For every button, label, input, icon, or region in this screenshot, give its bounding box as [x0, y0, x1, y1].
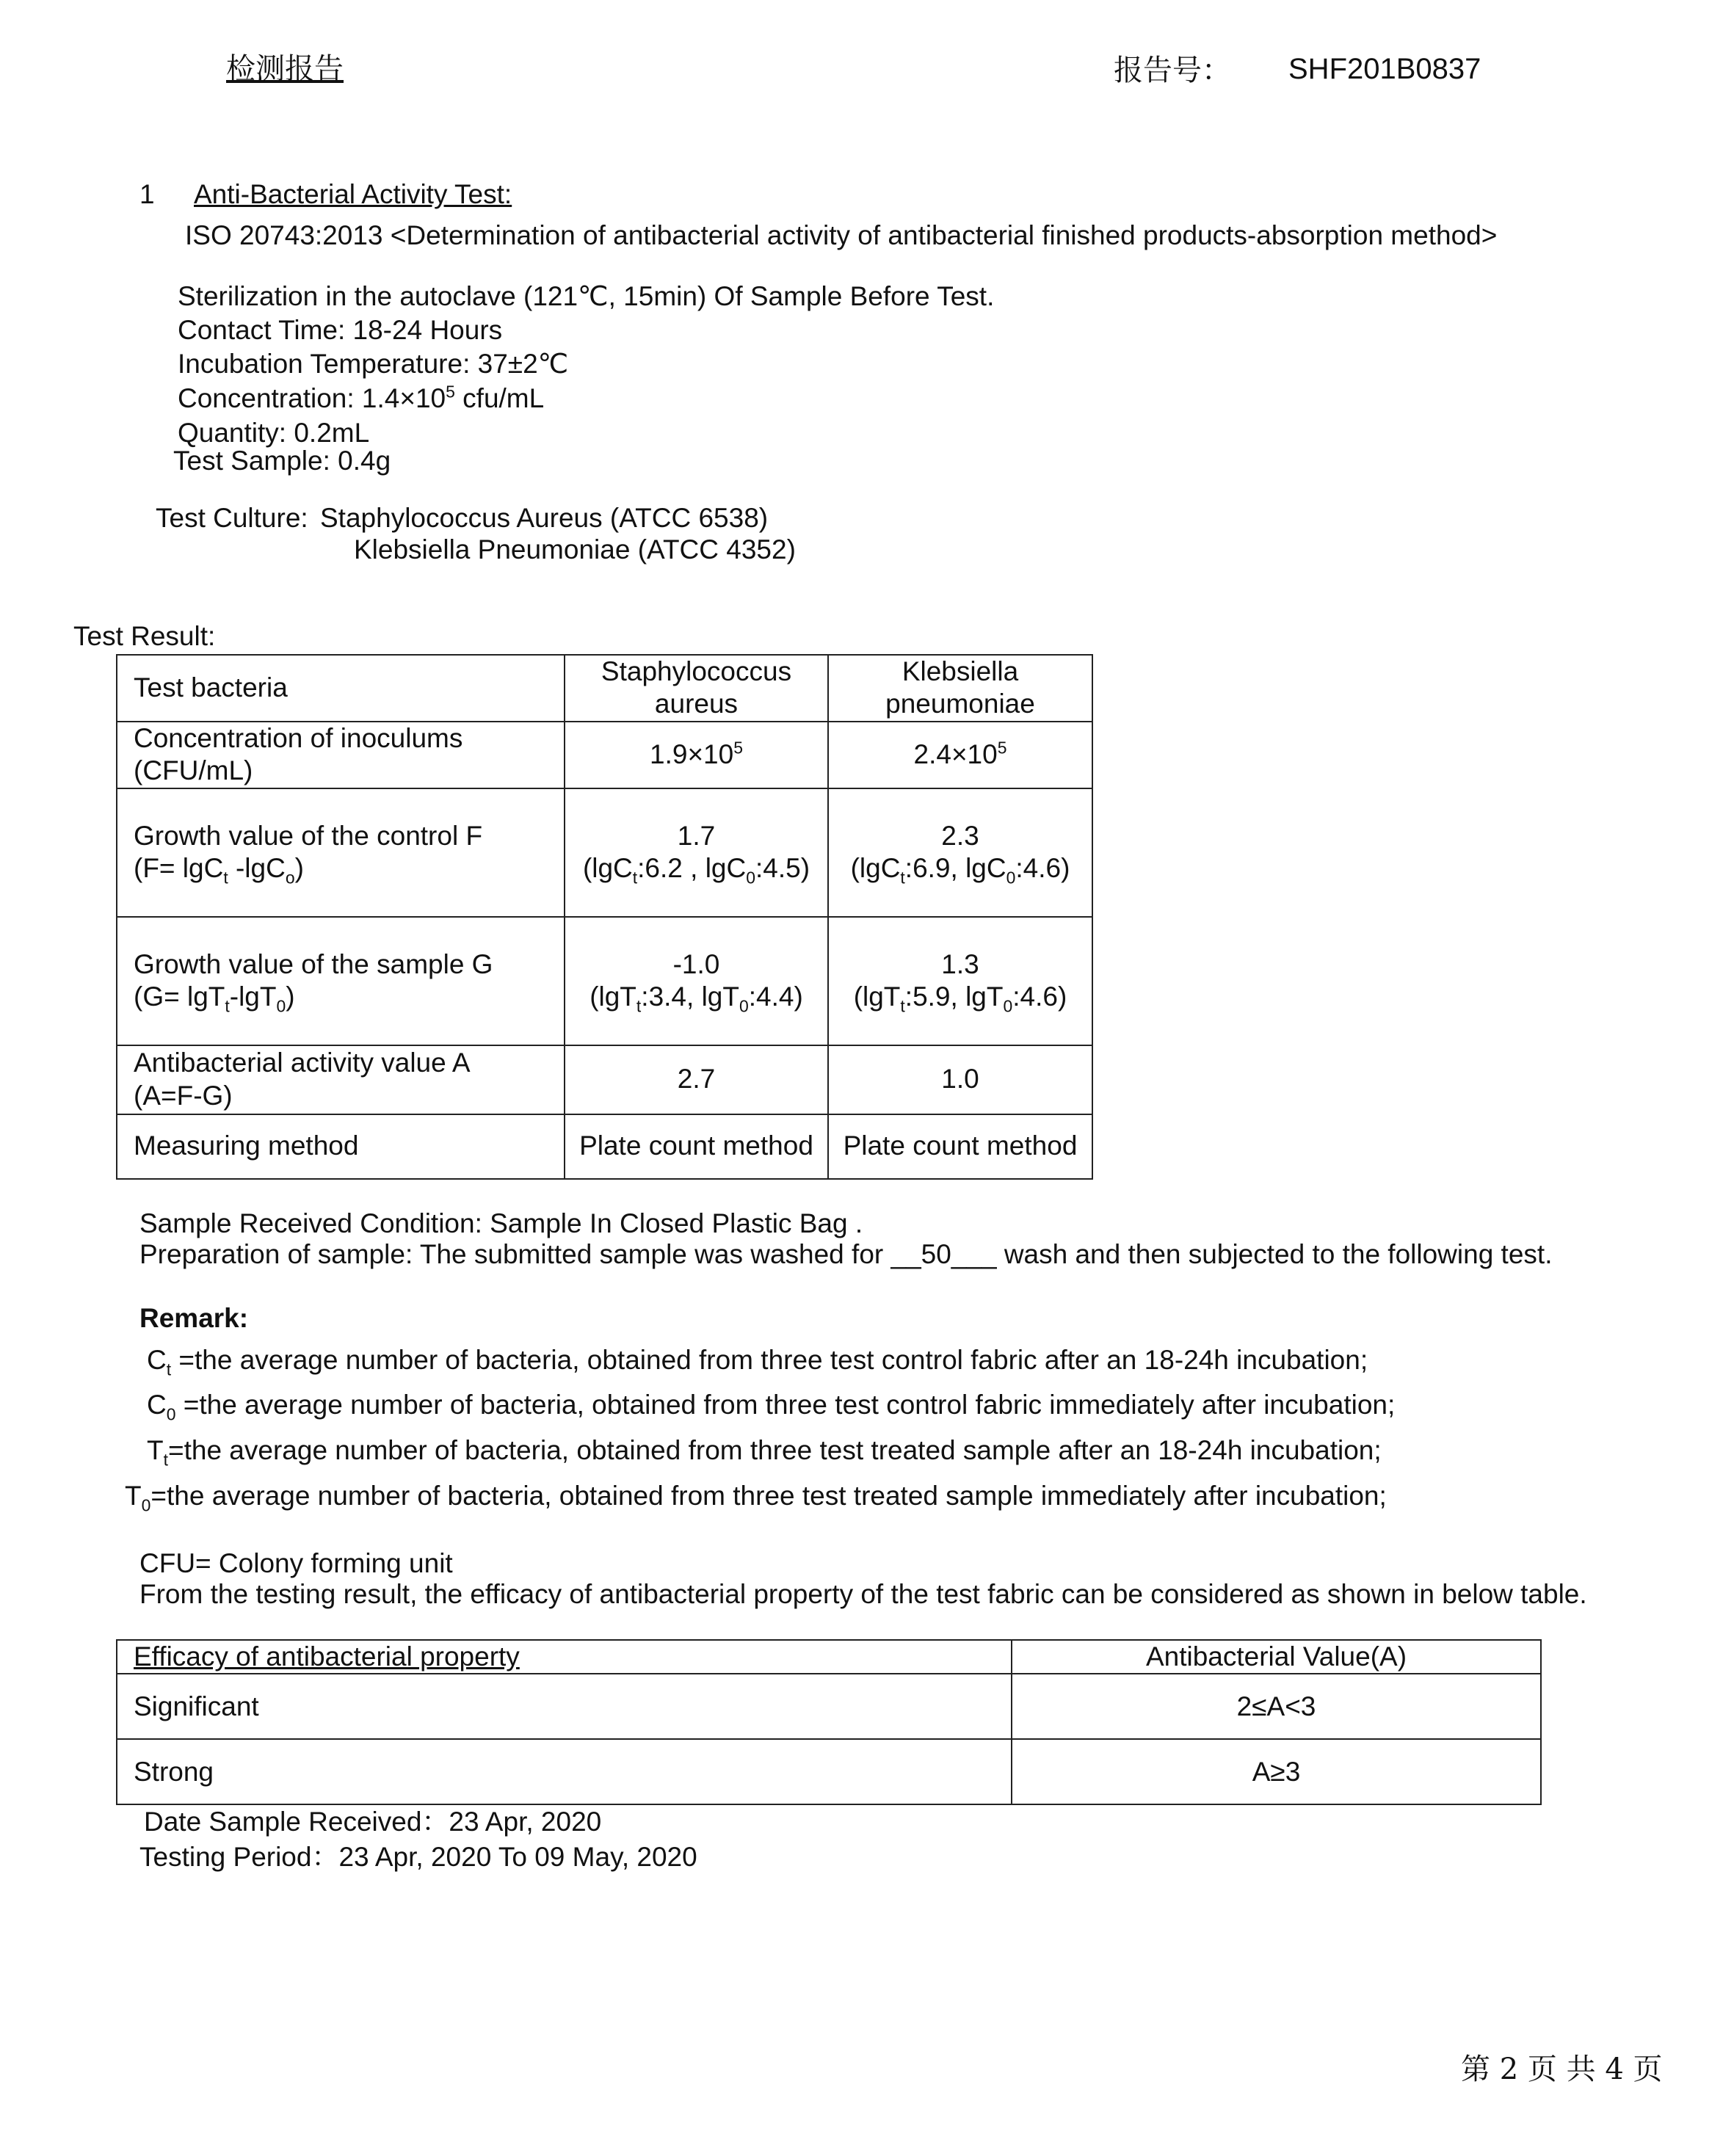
- efficacy-conclusion: From the testing result, the efficacy of antibacterial property of the test fabric can be considered as shown in below table.: [139, 1579, 1587, 1609]
- growth-sample-formula: [134, 981, 295, 1016]
- growth-control-staph-detail: [582, 853, 810, 888]
- activity-label: [117, 1045, 565, 1114]
- formula-part: -lgC: [228, 853, 286, 884]
- detail-sub: 0: [1003, 996, 1013, 1016]
- remark-t0: [125, 1480, 1387, 1515]
- efficacy-header-property: Efficacy of antibacterial property: [117, 1640, 1012, 1674]
- growth-control-kleb-value: 2.3: [941, 820, 979, 851]
- received-condition: Sample Received Condition: Sample In Closed Plastic Bag .: [139, 1208, 863, 1238]
- efficacy-property-strong: Strong: [117, 1739, 1012, 1804]
- page-counter-prefix: 第: [1461, 2052, 1490, 2086]
- formula-sub: o: [285, 868, 295, 888]
- section-number: 1: [139, 179, 155, 209]
- wash-count: __50___: [890, 1239, 997, 1269]
- remark-tt: [147, 1434, 1382, 1470]
- symbol-sub: 0: [166, 1404, 176, 1424]
- growth-sample-staph-value: -1.0: [672, 948, 720, 979]
- concentration-staph-exp: 5: [733, 738, 743, 758]
- concentration-label: [117, 722, 565, 788]
- symbol: C: [147, 1345, 167, 1375]
- formula-part: -lgT: [229, 981, 277, 1012]
- concentration: [178, 382, 544, 415]
- symbol-sub: t: [166, 1360, 172, 1379]
- formula-part: (F= lgC: [134, 853, 224, 884]
- growth-control-label-line1: Growth value of the control F: [134, 820, 483, 851]
- table-row: [117, 1640, 1541, 1674]
- definition: =the average number of bacteria, obtained from three test treated sample immediately after incubation;: [150, 1481, 1387, 1511]
- test-culture-1: Staphylococcus Aureus (ATCC 6538): [320, 503, 769, 533]
- concentration-kleb: [828, 722, 1092, 788]
- contact-time: Contact Time: 18-24 Hours: [178, 315, 503, 345]
- definition: =the average number of bacteria, obtained from three test control fabric immediately after incubation;: [175, 1390, 1396, 1420]
- testing-period: Testing Period：23 Apr, 2020 To 09 May, 2020: [139, 1842, 697, 1872]
- incubation-temperature: Incubation Temperature: 37±2℃: [178, 349, 569, 379]
- detail-part: (lgC: [850, 853, 901, 884]
- concentration-label-line2: (CFU/mL): [134, 755, 253, 786]
- detail-part: (lgC: [582, 853, 633, 884]
- test-culture-label: Test Culture:: [156, 503, 308, 533]
- concentration-unit: cfu/mL: [454, 383, 545, 413]
- concentration-staph-base: 1.9×10: [650, 738, 734, 769]
- growth-sample-staph-detail: [590, 981, 803, 1016]
- test-result-label: Test Result:: [73, 621, 216, 651]
- concentration-value: Concentration: 1.4×10: [178, 383, 446, 413]
- method-staph: Plate count method: [565, 1114, 828, 1179]
- symbol: C: [147, 1390, 167, 1420]
- sample-preparation: [139, 1238, 1552, 1271]
- formula-part: ): [286, 981, 295, 1012]
- preparation-text-end: wash and then subjected to the following test.: [996, 1239, 1553, 1269]
- concentration-exponent: 5: [446, 382, 455, 402]
- detail-part: :4.4): [748, 981, 803, 1012]
- test-standard: ISO 20743:2013 <Determination of antibacterial activity of antibacterial finished products-absorption method>: [185, 220, 1498, 250]
- concentration-staph: [565, 722, 828, 788]
- table-row: [117, 1045, 1092, 1114]
- detail-part: (lgT: [590, 981, 636, 1012]
- header-test-bacteria: Test bacteria: [117, 655, 565, 722]
- activity-label-line2: (A=F-G): [134, 1080, 233, 1111]
- growth-sample-kleb-detail: [853, 981, 1067, 1016]
- detail-part: :6.9, lgC: [904, 853, 1006, 884]
- efficacy-table: [116, 1639, 1542, 1805]
- detail-part: :4.6): [1015, 853, 1070, 884]
- formula-sub: 0: [276, 996, 286, 1016]
- page-counter: [1461, 2052, 1663, 2087]
- formula-part: ): [294, 853, 304, 884]
- total-pages: 4: [1605, 2052, 1624, 2086]
- current-page: 2: [1499, 2052, 1519, 2086]
- sterilization-text: Sterilization in the autoclave (121℃, 15min) Of Sample Before Test.: [178, 281, 995, 311]
- quantity: Quantity: 0.2mL: [178, 418, 370, 448]
- detail-sub: t: [900, 868, 905, 888]
- detail-sub: t: [636, 996, 642, 1016]
- table-row: [117, 1114, 1092, 1179]
- remark-ct: [147, 1344, 1368, 1379]
- method-label: Measuring method: [117, 1114, 565, 1179]
- method-kleb: Plate count method: [828, 1114, 1092, 1179]
- growth-sample-label-line1: Growth value of the sample G: [134, 948, 493, 979]
- growth-sample-label: [117, 917, 565, 1045]
- table-row: [117, 722, 1092, 788]
- activity-staph: 2.7: [565, 1045, 828, 1114]
- remark-c0: [147, 1389, 1396, 1424]
- results-table: [116, 654, 1093, 1180]
- symbol: T: [147, 1435, 164, 1465]
- table-row: [117, 788, 1092, 917]
- formula-sub: t: [225, 996, 230, 1016]
- table-row: [117, 1674, 1541, 1739]
- detail-part: :3.4, lgT: [641, 981, 739, 1012]
- activity-kleb: 1.0: [828, 1045, 1092, 1114]
- growth-sample-kleb: [828, 917, 1092, 1045]
- detail-sub: 0: [746, 868, 755, 888]
- efficacy-value-strong: A≥3: [1012, 1739, 1541, 1804]
- detail-part: :5.9, lgT: [904, 981, 1004, 1012]
- definition: =the average number of bacteria, obtained from three test control fabric after an 18-24h incubation;: [171, 1345, 1368, 1375]
- remark-title: Remark:: [139, 1303, 249, 1333]
- concentration-label-line1: Concentration of inoculums: [134, 722, 463, 753]
- table-row: [117, 917, 1092, 1045]
- growth-sample-kleb-value: 1.3: [941, 948, 979, 979]
- preparation-text: Preparation of sample: The submitted sample was washed for: [139, 1239, 891, 1269]
- efficacy-value-significant: 2≤A<3: [1012, 1674, 1541, 1739]
- detail-part: :4.5): [755, 853, 810, 884]
- symbol-sub: 0: [141, 1495, 151, 1515]
- symbol-sub: t: [163, 1450, 168, 1470]
- table-row: [117, 655, 1092, 722]
- date-received: Date Sample Received：23 Apr, 2020: [144, 1807, 602, 1837]
- symbol: T: [125, 1481, 142, 1511]
- report-number-label: 报告号：: [1114, 54, 1231, 87]
- detail-part: (lgT: [853, 981, 901, 1012]
- detail-sub: 0: [1006, 868, 1016, 888]
- page-counter-suffix: 页: [1633, 2052, 1663, 2086]
- detail-part: :6.2 , lgC: [637, 853, 747, 884]
- efficacy-property-significant: Significant: [117, 1674, 1012, 1739]
- report-number: SHF201B0837: [1288, 53, 1481, 85]
- growth-sample-staph: [565, 917, 828, 1045]
- detail-part: :4.6): [1012, 981, 1067, 1012]
- header-staphylococcus: Staphylococcus aureus: [565, 655, 828, 722]
- activity-label-line1: Antibacterial activity value A: [134, 1048, 471, 1078]
- concentration-kleb-base: 2.4×10: [913, 738, 998, 769]
- formula-sub: t: [223, 868, 228, 888]
- growth-control-formula: [134, 853, 304, 888]
- cfu-definition: CFU= Colony forming unit: [139, 1548, 453, 1578]
- test-sample: Test Sample: 0.4g: [173, 446, 391, 476]
- page-counter-middle: 页 共: [1527, 2052, 1596, 2086]
- growth-control-label: [117, 788, 565, 917]
- growth-control-staph-value: 1.7: [677, 820, 716, 851]
- detail-sub: t: [632, 868, 638, 888]
- concentration-kleb-exp: 5: [997, 738, 1007, 758]
- detail-sub: t: [900, 996, 905, 1016]
- detail-sub: 0: [739, 996, 749, 1016]
- table-row: [117, 1739, 1541, 1804]
- header-klebsiella: Klebsiella pneumoniae: [828, 655, 1092, 722]
- section-title: Anti-Bacterial Activity Test:: [194, 179, 512, 209]
- definition: =the average number of bacteria, obtained from three test treated sample after an 18-24h incubation;: [167, 1435, 1382, 1465]
- formula-part: (G= lgT: [134, 981, 225, 1012]
- test-culture-2: Klebsiella Pneumoniae (ATCC 4352): [354, 534, 796, 565]
- growth-control-kleb-detail: [850, 853, 1070, 888]
- efficacy-header-value: Antibacterial Value(A): [1012, 1640, 1541, 1674]
- report-title: 检测报告: [226, 52, 344, 86]
- growth-control-kleb: [828, 788, 1092, 917]
- growth-control-staph: [565, 788, 828, 917]
